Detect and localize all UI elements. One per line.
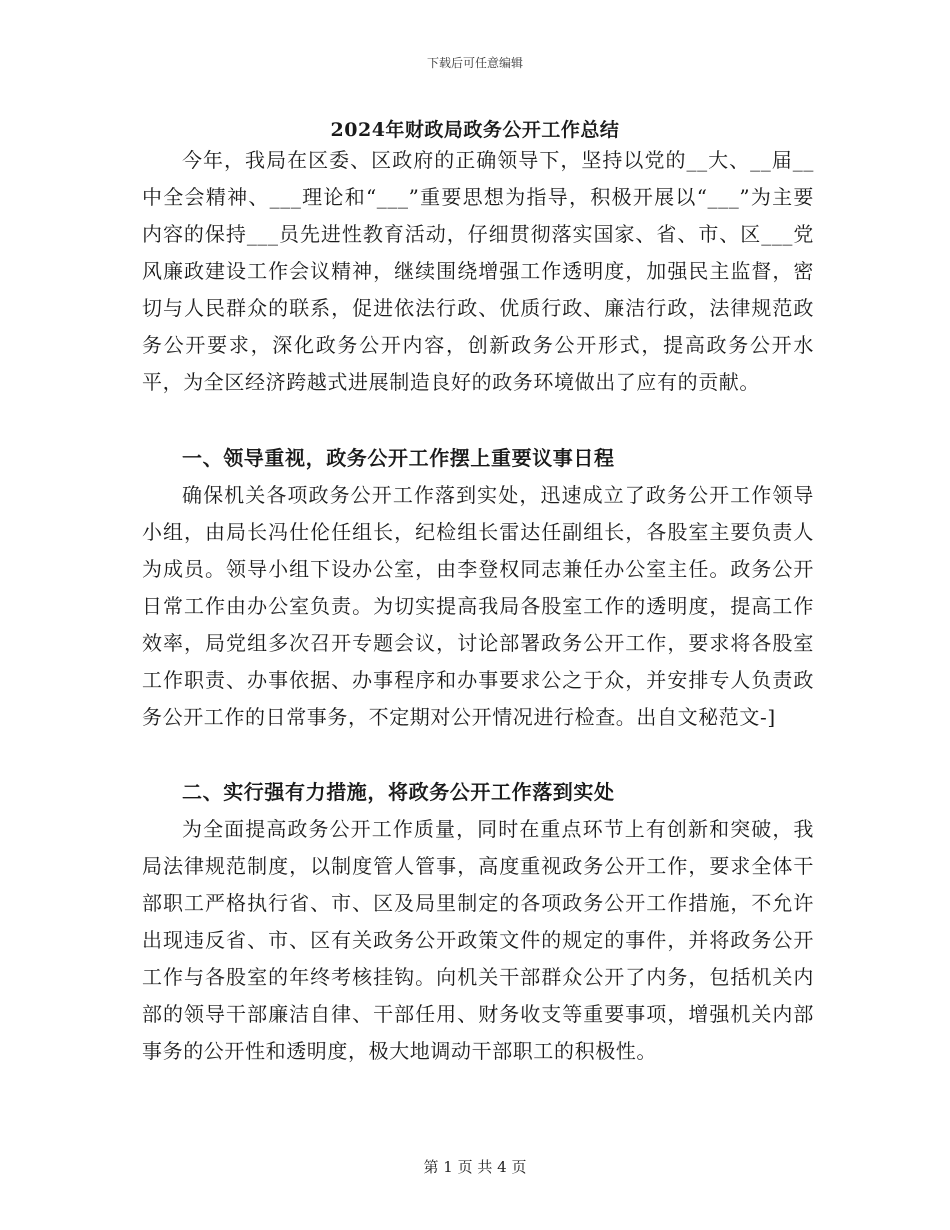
intro-paragraph: 今年，我局在区委、区政府的正确领导下，坚持以党的__大、__届__中全会精神、___理论和“___”重要思想为指导，积极开展以“___”为主要内容的保持___员先进性教育活动，仔细贯彻落实国家、省、市、区___党风廉政建设工作会议精神，继续围绕增强工作透明度，加强民主监督，密切与人民群众的联系，促进依法行政、优质行政、廉洁行政，法律规范政务公开要求，深化政务公开内容，创新政务公开形式，提高政务公开水平，为全区经济跨越式进展制造良好的政务环境做出了应有的贡献。 [142, 148, 814, 394]
section-2-paragraph: 为全面提高政务公开工作质量，同时在重点环节上有创新和突破，我局法律规范制度，以制度管人管事，高度重视政务公开工作，要求全体干部职工严格执行省、市、区及局里制定的各项政务公开工作措施，不允许出现违反省、市、区有关政务公开政策文件的规定的事件，并将政务公开工作与各股室的年终考核挂钩。向机关干部群众公开了内务，包括机关内部的领导干部廉洁自律、干部任用、财务收支等重要事项，增强机关内部事务的公开性和透明度，极大地调动干部职工的积极性。 [142, 817, 814, 1063]
page-footer: 第 1 页 共 4 页 [423, 1158, 527, 1176]
section-1-heading: 一、领导重视，政务公开工作摆上重要议事日程 [182, 446, 615, 470]
intro-block [142, 142, 814, 401]
section-2 [142, 774, 814, 1070]
section-2-heading: 二、实行强有力措施，将政务公开工作落到实处 [182, 780, 615, 804]
header-note: 下载后可任意编辑 [426, 56, 523, 70]
document-title: 2024年财政局政务公开工作总结 [330, 119, 620, 141]
section-1-paragraph: 确保机关各项政务公开工作落到实处，迅速成立了政务公开工作领导小组，由局长冯仕伦任组长，纪检组长雷达任副组长，各股室主要负责人为成员。领导小组下设办公室，由李登权同志兼任办公室主任。政务公开日常工作由办公室负责。为切实提高我局各股室工作的透明度，提高工作效率，局党组多次召开专题会议，讨论部署政务公开工作，要求将各股室工作职责、办事依据、办事程序和办事要求公之于众，并安排专人负责政务公开工作的日常事务，不定期对公开情况进行检查。出自文秘范文-] [142, 483, 814, 729]
section-1 [142, 440, 814, 736]
